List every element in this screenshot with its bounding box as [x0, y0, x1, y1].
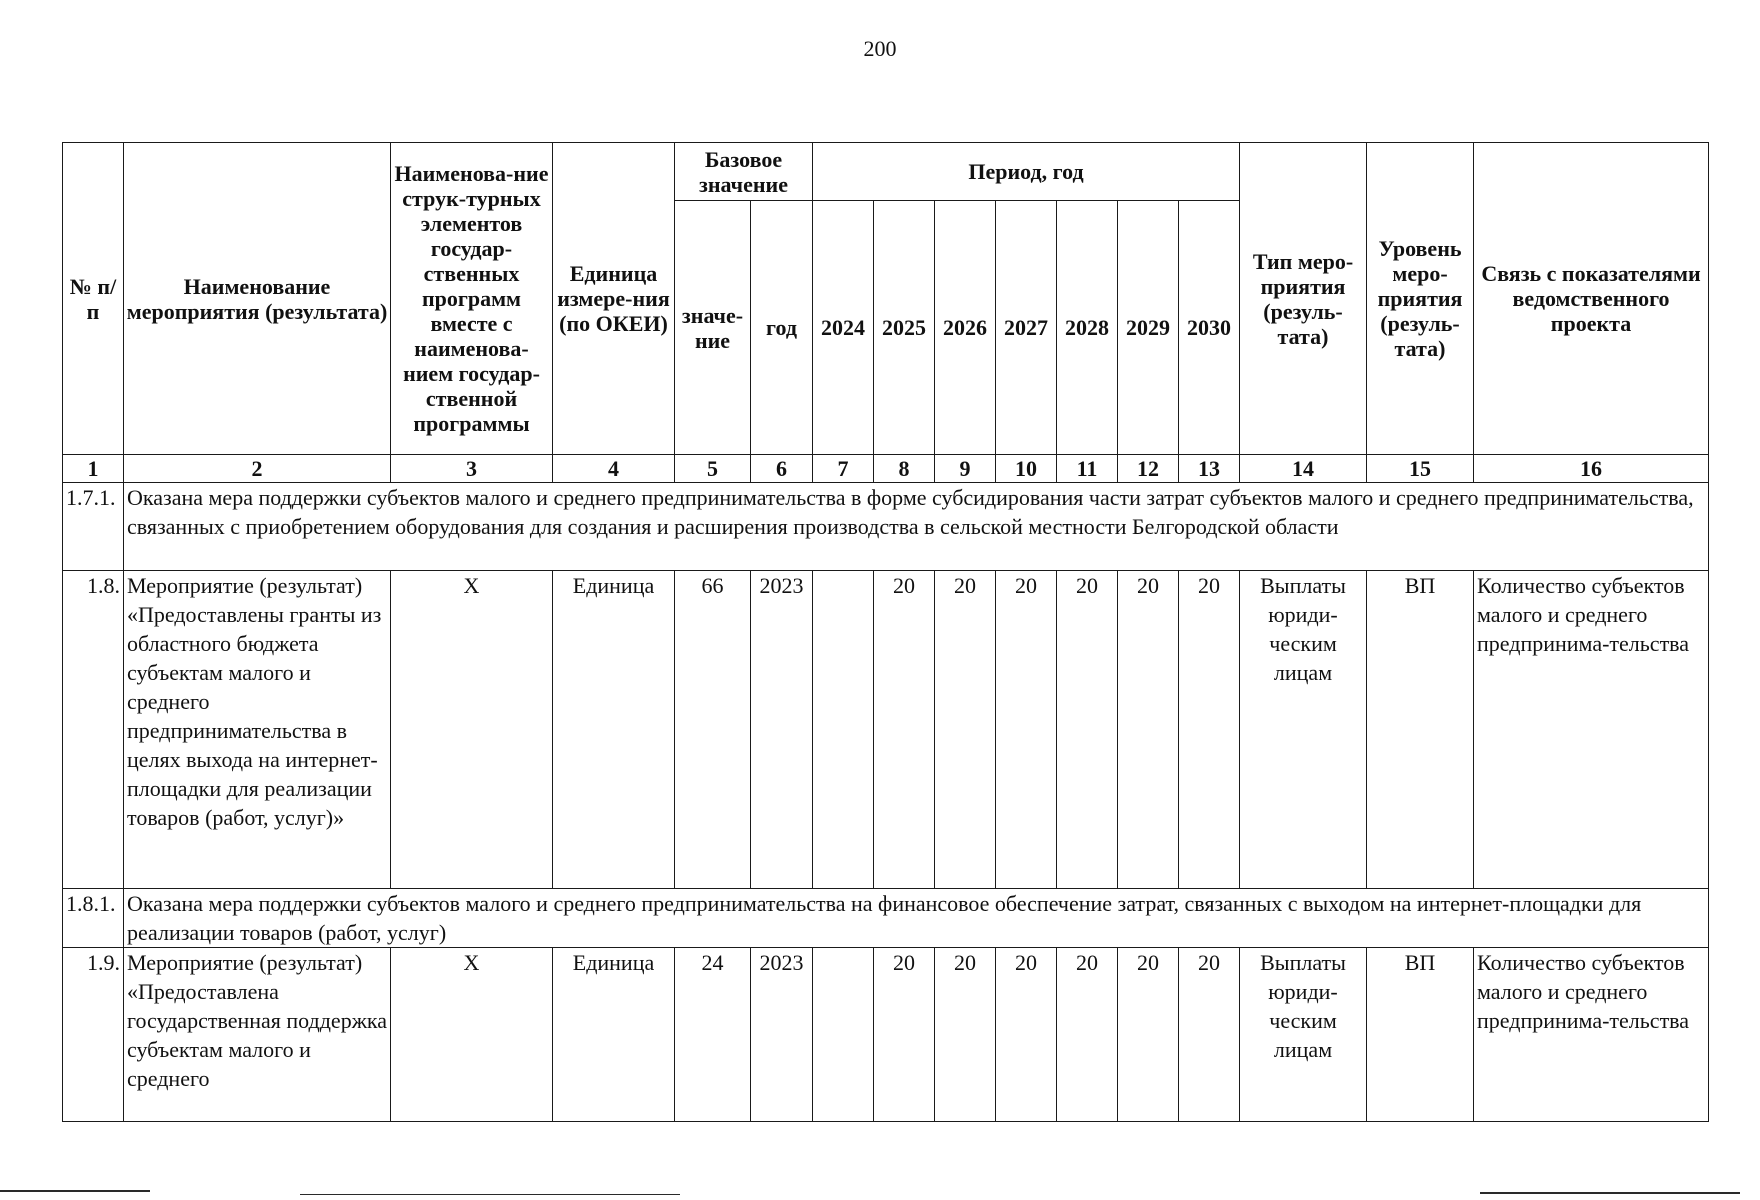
page-number: 200: [863, 36, 897, 61]
header-event-name: Наименование мероприятия (результата): [124, 143, 391, 455]
column-numbers-row: [63, 455, 1709, 483]
row-id: 1.8.: [63, 571, 124, 889]
row-year-value: [813, 948, 874, 1122]
scan-edge-line: [0, 1190, 150, 1192]
scan-edge-line: [1480, 1192, 1740, 1194]
row-type: Выплаты юриди-ческим лицам: [1240, 571, 1367, 889]
header-year-2027: 2027: [996, 201, 1057, 455]
row-year-value: 20: [1057, 571, 1118, 889]
header-event-level: Уровень меро-приятия (резуль-тата): [1367, 143, 1474, 455]
row-year-value: 20: [874, 571, 935, 889]
header-year-2028: 2028: [1057, 201, 1118, 455]
row-year-value: 20: [1118, 948, 1179, 1122]
row-level: ВП: [1367, 948, 1474, 1122]
section-id: 1.7.1.: [63, 483, 124, 571]
row-year-value: 20: [1179, 948, 1240, 1122]
row-base-year: 2023: [751, 571, 813, 889]
header-no: № п/п: [63, 143, 124, 455]
column-number: 4: [553, 455, 675, 483]
column-number: 11: [1057, 455, 1118, 483]
row-link: Количество субъектов малого и среднего предпринима-тельства: [1474, 571, 1709, 889]
column-number: 10: [996, 455, 1057, 483]
row-name: Мероприятие (результат) «Предоставлены гранты из областного бюджета субъектам малого и среднего предпринимательства в целях выхода на интернет-площадки для реализации товаров (работ, услуг)»: [124, 571, 391, 889]
header-event-type: Тип меро-приятия (резуль-тата): [1240, 143, 1367, 455]
row-year-value: 20: [935, 948, 996, 1122]
table-row: [63, 948, 1709, 1122]
row-struct: Х: [391, 948, 553, 1122]
column-number: 7: [813, 455, 874, 483]
column-number: 9: [935, 455, 996, 483]
column-number: 12: [1118, 455, 1179, 483]
header-unit: Единица измере-ния (по ОКЕИ): [553, 143, 675, 455]
row-year-value: 20: [1057, 948, 1118, 1122]
header-base-value: значе-ние: [675, 201, 751, 455]
section-text: Оказана мера поддержки субъектов малого и среднего предпринимательства в форме субсидирования части затрат субъектов малого и среднего предпринимательства, связанных с приобретением оборудования для создания и расширения производства в сельской местности Белгородской области: [124, 483, 1709, 571]
table-row: [63, 571, 1709, 889]
column-number: 3: [391, 455, 553, 483]
row-year-value: 20: [935, 571, 996, 889]
column-number: 1: [63, 455, 124, 483]
section-row: [63, 889, 1709, 948]
row-id: 1.9.: [63, 948, 124, 1122]
header-base-year: год: [751, 201, 813, 455]
row-unit: Единица: [553, 571, 675, 889]
header-link: Связь с показателями ведомственного проекта: [1474, 143, 1709, 455]
column-number: 2: [124, 455, 391, 483]
row-year-value: 20: [996, 948, 1057, 1122]
section-row: [63, 483, 1709, 571]
row-year-value: 20: [1179, 571, 1240, 889]
section-id: 1.8.1.: [63, 889, 124, 948]
row-type: Выплаты юриди-ческим лицам: [1240, 948, 1367, 1122]
header-year-2026: 2026: [935, 201, 996, 455]
column-number: 8: [874, 455, 935, 483]
row-base-year: 2023: [751, 948, 813, 1122]
header-struct-elements: Наименова-ние струк-турных элементов государ-ственных программ вместе с наименова-нием государ-ственной программы: [391, 143, 553, 455]
column-number: 13: [1179, 455, 1240, 483]
header-year-2029: 2029: [1118, 201, 1179, 455]
row-year-value: 20: [1118, 571, 1179, 889]
column-number: 6: [751, 455, 813, 483]
header-year-2025: 2025: [874, 201, 935, 455]
column-number: 16: [1474, 455, 1709, 483]
header-year-2030: 2030: [1179, 201, 1240, 455]
row-unit: Единица: [553, 948, 675, 1122]
section-text: Оказана мера поддержки субъектов малого и среднего предпринимательства на финансовое обеспечение затрат, связанных с выходом на интернет-площадки для реализации товаров (работ, услуг): [124, 889, 1709, 948]
row-link: Количество субъектов малого и среднего предпринима-тельства: [1474, 948, 1709, 1122]
header-period-group: Период, год: [813, 143, 1240, 201]
row-base-value: 24: [675, 948, 751, 1122]
header-year-2024: 2024: [813, 201, 874, 455]
scan-edge-line: [300, 1194, 680, 1195]
row-year-value: 20: [996, 571, 1057, 889]
row-name: Мероприятие (результат) «Предоставлена государственная поддержка субъектам малого и среднего: [124, 948, 391, 1122]
row-struct: Х: [391, 571, 553, 889]
events-table: [62, 142, 1709, 1122]
row-year-value: 20: [874, 948, 935, 1122]
row-base-value: 66: [675, 571, 751, 889]
column-number: 15: [1367, 455, 1474, 483]
column-number: 5: [675, 455, 751, 483]
row-level: ВП: [1367, 571, 1474, 889]
header-base-value-group: Базовое значение: [675, 143, 813, 201]
row-year-value: [813, 571, 874, 889]
column-number: 14: [1240, 455, 1367, 483]
header-row-top: [63, 143, 1709, 201]
